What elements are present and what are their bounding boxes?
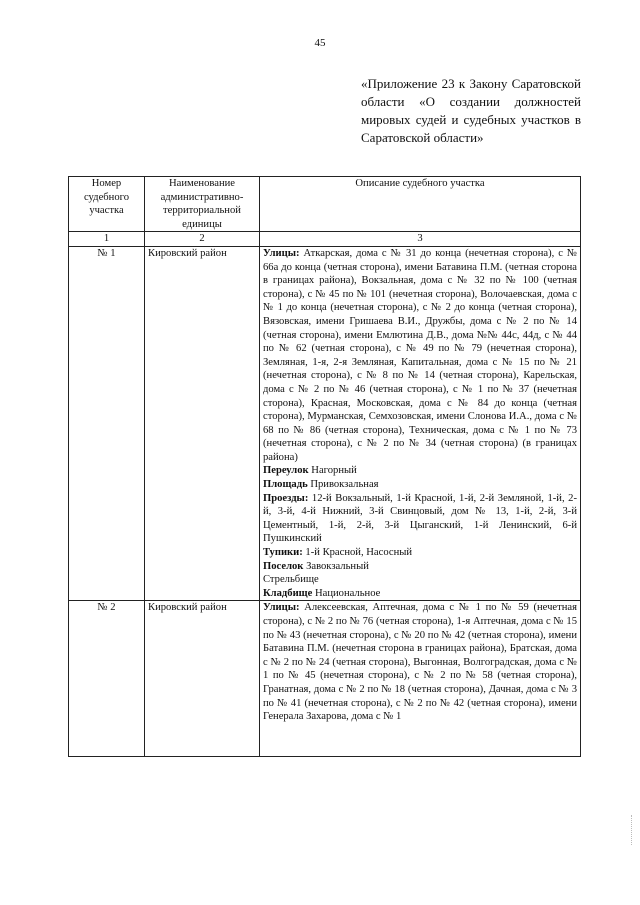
district-number: № 1 [69,246,145,600]
table-row [69,246,581,600]
table-header-row [69,177,581,232]
description-item [263,464,577,478]
column-number: 2 [145,232,260,247]
item-text: Аткарская, дома с № 31 до конца (нечетная сторона), с № 66а до конца (четная сторона), имени Батавина П.М. (четная сторона в границах района), Вокзальная, дома с № 32 по № 100 (четная сторона), с № 45 по № 101 (нечетная сторона), Волочаевская, дома с № 1 до конца (нечетная сторона), с № 2 до конца (четная сторона), Вязовская, имени Гришаева В.И., Дружбы, дома с № 2 по № 14 (четная сторона), имени Емлютина Д.В., дома №№ 44с, 44д, с № 44 по № 62 (четная сторона), с № 49 по № 79 (нечетная сторона), Земляная, 1-я, 2-я Земляная, Капитальная, дома с № 15 по № 21 (нечетная сторона), с № 8 по № 14 (четная сторона), Карельская, дома с № 2 по № 46 (четная сторона), с № 1 по № 37 (нечетная сторона), Красная, Московская, дома с № 84 до конца (четная сторона), Мурманская, Семхозовская, имени Слонова И.А., дома с № 68 по № 86 (четная сторона), Техническая, дома с № 1 по № 73 (нечетная сторона), с № 2 по № 34 (четная сторона) (в границах района) [263,247,577,463]
court-districts-table [68,176,581,757]
description-item [263,247,577,465]
header-district-number: Номер судебного участка [69,177,145,232]
description-item [263,560,577,574]
item-text: 1-й Красной, Насосный [302,547,413,559]
admin-unit: Кировский район [145,601,260,757]
item-text: Привокзальная [307,479,379,491]
description-item [263,478,577,492]
item-text: 12-й Вокзальный, 1-й Красной, 1-й, 2-й Земляной, 1-й, 2-й, 3-й, 4-й Нижний, 3-й Свинцовый, дом № 13, 1-й, 2-й, 3-й Цементный, 1-й, 2-й, 3-й Цыганский, 1-й Ленинский, 6-й Пушкинский [263,492,577,545]
item-label: Улицы: [263,602,300,614]
district-description [260,601,581,757]
item-text: Завокзальный [303,560,369,572]
header-description: Описание судебного участка [260,177,581,232]
item-label: Проезды: [263,492,309,504]
item-label: Кладбище [263,587,313,599]
item-text: Алексеевская, Аптечная, дома с № 1 по № 59 (нечетная сторона), с № 2 по № 76 (четная сторона), 1-я Аптечная, дома с № 15 по № 43 (нечетная сторона), с № 20 по № 42 (четная сторона), имени Батавина П.М. (нечетная сторона в границах района), Братская, дома с № 2 по № 24 (четная сторона), Выгонная, Волгоградская, дома с № 1 по № 45 (нечетная сторона), с № 2 по № 58 (четная сторона), Гранатная, дома с № 2 по № 18 (четная сторона), Дачная, дома с № 3 по № 41 (нечетная сторона), с № 2 по № 42 (четная сторона), имени Генерала Захарова, дома с № 1 [263,602,577,723]
header-admin-unit: Наименование административно-территориальной единицы [145,177,260,232]
description-item [263,587,577,601]
item-text: Нагорный [308,465,357,477]
item-label: Переулок [263,465,309,477]
column-number-row [69,232,581,247]
item-label: Улицы: [263,247,300,259]
page-number: 45 [314,37,326,49]
scan-margin-mark [631,815,635,845]
column-number: 3 [260,232,581,247]
item-label: Площадь [263,479,308,491]
admin-unit: Кировский район [145,246,260,600]
item-label: Тупики: [263,547,303,559]
description-item [263,546,577,560]
column-number: 1 [69,232,145,247]
appendix-title: «Приложение 23 к Закону Саратовской области «О создании должностей мировых судей и судебных участков в Саратовской области» [361,76,581,145]
description-item [263,601,577,723]
table-row [69,601,581,757]
item-label: Поселок [263,560,304,572]
item-text: Стрельбище [263,574,319,586]
description-item [263,492,577,546]
description-item [263,573,577,587]
district-number: № 2 [69,601,145,757]
district-description [260,246,581,600]
item-text: Национальное [312,587,381,599]
